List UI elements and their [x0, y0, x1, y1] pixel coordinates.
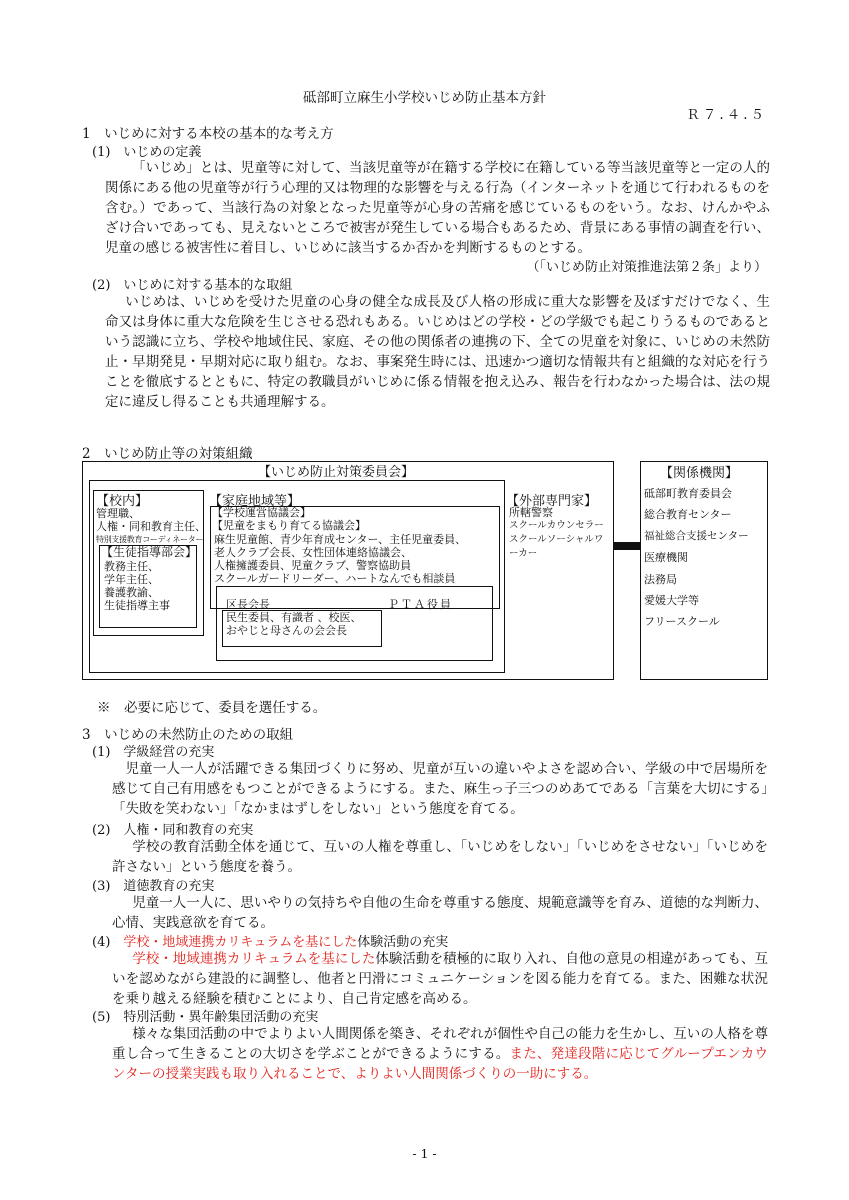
guidance-line-1: 教務主任、 — [104, 560, 159, 573]
agency-item-4: 医療機関 — [644, 551, 688, 564]
section-2-heading: 2 いじめ防止等の対策組織 — [82, 446, 253, 462]
community-line-4: スクールガードリーダー、ハートなんでも相談員 — [214, 572, 456, 585]
section-1-1-body — [105, 158, 770, 258]
district-chief: 区長会長 — [226, 598, 270, 611]
section-3-1-body: 児童一人一人が活躍できる集団づくりに努め、児童が互いの違いやよさを認め合い、学級の中で居場所を感じて自己有用感をもつことができるようにする。また、麻生っ子三つのめあてである「言葉を大切にする」「失敗を笑わない」「なかまはずしをしない」という態度を育てる。 — [112, 761, 768, 817]
experts-title: 【外部専門家】 — [506, 494, 598, 509]
council-2: 【児童をまもり育てる協議会】 — [212, 519, 366, 532]
school-line-2: 人権・同和教育主任、 — [96, 520, 206, 533]
section-3-4-number: (4) — [92, 935, 124, 950]
experts-line-1: スクールカウンセラー — [509, 520, 604, 531]
agency-item-7: フリースクール — [644, 615, 720, 628]
agency-item-1: 砥部町教育委員会 — [644, 487, 732, 500]
experts-line-3: ーカー — [509, 548, 538, 559]
section-3-5-heading: (5) 特別活動・異年齢集団活動の充実 — [92, 1010, 319, 1025]
school-line-1: 管理職、 — [96, 507, 140, 520]
experts-police: 所轄警察 — [509, 506, 553, 519]
section-3-4-heading-red: 学校・地域連携カリキュラムを基にした — [123, 935, 358, 950]
section-3-4-body — [112, 949, 768, 1009]
agency-item-2: 総合教育センター — [644, 508, 732, 521]
section-3-1-heading: (1) 学級経営の充実 — [92, 745, 215, 760]
pta-officer: ＰＴＡ役員 — [388, 598, 453, 611]
page-number: - 1 - — [412, 1146, 437, 1161]
agency-item-5: 法務局 — [644, 573, 677, 586]
section-3-4-heading-rest: 体験活動の充実 — [357, 935, 449, 950]
law-citation: （「いじめ防止対策推進法第２条」より） — [526, 260, 767, 275]
selection-note: ※ 必要に応じて、委員を選任する。 — [97, 700, 327, 716]
section-1-2-heading: (2) いじめに対する基本的な取組 — [92, 278, 293, 293]
community-inner-1: 民生委員、有識者 、校医、 — [226, 611, 362, 624]
section-1-heading: 1 いじめに対する本校の基本的な考え方 — [82, 126, 334, 142]
document-date: Ｒ７.４.５ — [686, 107, 767, 123]
community-line-3: 人権擁護委員、児童クラブ、警察協助員 — [214, 559, 412, 572]
school-coordinator: 特別支援教育コーディネーター — [96, 535, 204, 544]
section-3-3-body: 児童一人一人に、思いやりの気持ちや自他の生命を尊重する態度、規範意識等を育み、道徳的な判断力、心情、実践意欲を育てる。 — [112, 895, 768, 931]
council-1: 【学校運営協議会】 — [212, 506, 311, 519]
section-3-4-body-red: 学校・地域連携カリキュラムを基にした — [132, 951, 376, 967]
section-3-5-body-text: 様々な集団活動の中でよりよい人間関係を築き、それぞれが個性や自己の能力を生かし、互いの人格を尊重し合って生きることの大切さを学ぶことができるようにする。 — [112, 1026, 768, 1062]
community-title: 【家庭地域等】 — [209, 494, 301, 509]
committee-title: 【いじめ防止対策委員会】 — [258, 465, 415, 480]
community-line-1: 麻生児童館、青少年育成センター、主任児童委員、 — [214, 533, 467, 546]
experts-line-2: スクールソーシャルワ — [509, 534, 604, 545]
agency-item-3: 福祉総合支援センター — [644, 530, 749, 542]
section-3-heading: 3 いじめの未然防止のための取組 — [82, 727, 294, 743]
guidance-line-2: 学年主任、 — [104, 573, 159, 586]
guidance-title: 【生徒指導部会】 — [101, 545, 198, 559]
agencies-title: 【関係機関】 — [660, 466, 739, 481]
community-line-2: 老人クラブ会長、女性団体連絡協議会、 — [214, 546, 412, 559]
section-1-1-heading: (1) いじめの定義 — [92, 145, 202, 160]
section-3-5-body-red: また、発達段階に応じてグループエンカウンターの授業実践も取り入れることで、よりよい人間関係づくりの一助にする。 — [112, 1046, 768, 1082]
definition-text: 「いじめ」とは、児童等に対して、当該児童等が在籍する学校に在籍している等当該児童等と一定の人的関係にある他の児童等が行う心理的又は物理的な影響を与える行為（インターネットを通じて行われるものを含む。）であって、当該行為の対象となった児童等が心身の苦痛を感じているものをいう。なお、けんかやふざけ合いであっても、見えないところで被害が発生している場合もあるため、背景にある事情の調査を行い、児童の感じる被害性に着目し、いじめに該当するか否かを判断するものとする。 — [105, 160, 770, 256]
section-3-4-heading — [92, 931, 448, 950]
section-3-5-body — [112, 1024, 768, 1084]
community-inner-2: おやじと母さんの会会長 — [226, 624, 347, 637]
section-3-2-heading: (2) 人権・同和教育の充実 — [92, 823, 254, 838]
guidance-line-3: 養護教諭、 — [104, 586, 159, 599]
section-3-3-heading: (3) 道徳教育の充実 — [92, 879, 215, 894]
connector-bar — [614, 542, 640, 550]
guidance-line-4: 生徒指導主事 — [104, 599, 170, 612]
agency-item-6: 愛媛大学等 — [644, 594, 699, 607]
document-title: 砥部町立麻生小学校いじめ防止基本方針 — [303, 90, 546, 106]
school-title: 【校内】 — [96, 494, 149, 509]
section-3-4-body-rest: 体験活動を積極的に取り入れ、自他の意見の相違があっても、互いを認めながら建設的に調整し、他者と円滑にコミュニケーションを図る能力を育てる。また、困難な状況を乗り越える経験を積むことにより、自己肯定感を高める。 — [112, 951, 768, 1007]
section-3-2-body: 学校の教育活動全体を通じて、互いの人権を尊重し、「いじめをしない」「いじめをさせない」「いじめを許さない」という態度を養う。 — [112, 839, 768, 875]
section-1-2-body: いじめは、いじめを受けた児童の心身の健全な成長及び人格の形成に重大な影響を及ぼすだけでなく、生命又は身体に重大な危険を生じさせる恐れもある。いじめはどの学校・どの学級でも起こりうるものであるという認識に立ち、学校や地域住民、家庭、その他の関係者の連携の下、全ての児童を対象に、いじめの未然防止・早期発見・早期対応に取り組む。なお、事案発生時には、迅速かつ適切な情報共有と組織的な対応を行うことを徹底するとともに、特定の教職員がいじめに係る情報を抱え込み、報告を行わなかった場合は、法の規定に違反し得ることも共通理解する。 — [105, 294, 770, 410]
